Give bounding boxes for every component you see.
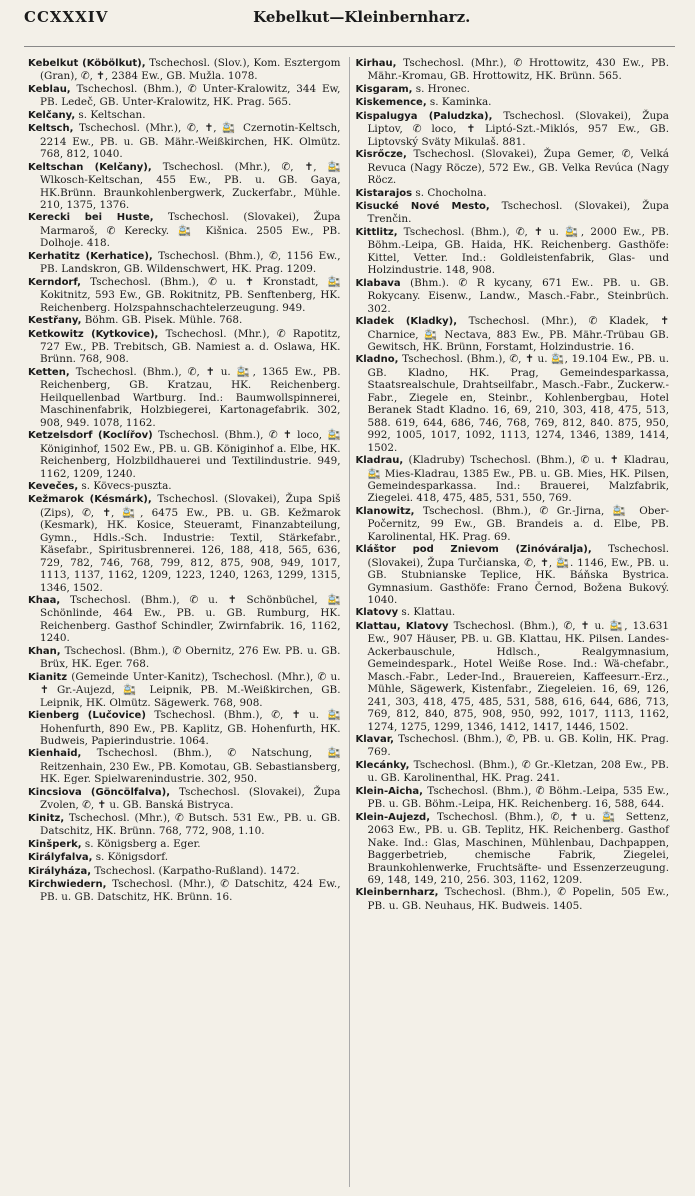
entry-text: s. Kaminka. bbox=[426, 96, 492, 109]
entry-headword: Kistarajos bbox=[355, 187, 413, 199]
entry-headword: Kienhaid, bbox=[28, 748, 82, 760]
entry-headword: Keltsch, bbox=[28, 123, 74, 135]
gazetteer-entry bbox=[28, 276, 341, 314]
entry-headword: Kittlitz, bbox=[355, 226, 398, 238]
gazetteer-entry bbox=[356, 200, 670, 226]
gazetteer-entry bbox=[28, 709, 341, 747]
entry-headword: Kirhau, bbox=[355, 58, 397, 69]
entry-headword: Kebelkut (Köbölkut), bbox=[28, 58, 146, 69]
gazetteer-entry bbox=[356, 759, 670, 785]
gazetteer-entry bbox=[356, 57, 670, 83]
entry-text: s. Chocholna. bbox=[412, 186, 487, 199]
entry-headword: Kevečes, bbox=[28, 480, 79, 492]
entry-headword: Kežmarok (Késmárk), bbox=[28, 494, 152, 506]
gazetteer-entry bbox=[356, 886, 670, 912]
entry-text: Tschechosl. (Bhm.), ✆ ✝ loco, 🚉 Königinhof, 1502 Ew., PB. u. GB. Königinhof a. Elbe, HK. Reichenberg, Holzbildhauerei und Textilindustrie. 949, 1162, 1209, 1240. bbox=[40, 429, 341, 480]
entry-headword: Klatovy bbox=[355, 607, 399, 619]
entry-headword: Klabava bbox=[355, 277, 401, 289]
gazetteer-entry bbox=[28, 314, 341, 327]
entry-text: Tschechosl. (Bhm.), ✆ Böhm.-Leipa, 535 Ew., PB. u. GB. Böhm.-Leipa, HK. Reichenberg. 16, 588, 644. bbox=[367, 784, 669, 811]
entry-text: Tschechosl. (Slovakei), Župa Zvolen, ✆, ✝ u. GB. Banská Bistryca. bbox=[40, 785, 341, 812]
entry-text: Tschechosl. (Karpatho-Rußland). 1472. bbox=[91, 864, 300, 877]
entry-text: Tschechosl. (Slovakei), Župa Spiš (Zips), ✆, ✝, 🚉, 6475 Ew., PB. u. GB. Kežmarok (Kesmark), HK. Kosice, Steueramt, Finanzabteilung, Gymn., Hdls.-Sch. Industrie: Textil, Stärkefabr., Käsefabr., Spiritusbrennerei. 126, 188, 418, 565, 636, 729, 782, 746, 768, 799, 812, 875, 908, 949, 1017, 1113, 1137, 1162, 1209, 1223, 1240, 1263, 1299, 1315, 1346, 1502. bbox=[40, 493, 341, 594]
gazetteer-entry bbox=[356, 505, 670, 543]
entry-headword: Kincsiova (Göncölfalva), bbox=[28, 786, 171, 798]
entry-text: Tschechosl. (Bhm.), ✆, ✝ u. 🚉, 13.631 Ew., 907 Häuser, PB. u. GB. Klattau, HK. Pilsen. Landes-Ackerbauschule, Hdlsch., Realgymnasium, Gemeindespark., Hotel Weiße Rose. Ind.: Wä-chefabr., Masch.-Fabr., Leder-Ind., Brauereien, Kaffeesurr.-Erz., Mühle, Sägewerk, Kistenfabr., Ziegeleien. 16, 69, 126, 241, 303, 418, 475, 485, 531, 588, 616, 644, 686, 713, 769, 812, 840, 875, 908, 950, 992, 1017, 1113, 1162, 1274, 1275, 1299, 1346, 1412, 1417, 1446, 1502. bbox=[367, 619, 669, 733]
gazetteer-entry bbox=[28, 161, 341, 212]
entry-text: Tschechosl. (Bhm.), ✆ u. ✝ Schönbüchel, 🚉 Schönlinde, 464 Ew., PB. u. GB. Rumburg, HK. Reichenberg. Gasthof Schindler, Zwirnfabrik. 16, 1162, 1240. bbox=[40, 594, 341, 645]
gazetteer-entry bbox=[28, 645, 341, 671]
entry-headword: Klanowitz, bbox=[355, 505, 415, 517]
gazetteer-entry bbox=[28, 480, 341, 493]
entry-headword: Kinšperk, bbox=[28, 838, 82, 850]
gazetteer-entry bbox=[356, 110, 670, 148]
gazetteer-entry bbox=[356, 83, 670, 96]
gazetteer-entry bbox=[28, 786, 341, 812]
gazetteer-entry bbox=[356, 353, 670, 454]
entry-text: s. Kövecs-puszta. bbox=[78, 479, 172, 492]
gazetteer-entry bbox=[356, 226, 670, 277]
gazetteer-entry bbox=[28, 109, 341, 122]
gazetteer-entry bbox=[28, 429, 341, 480]
gazetteer-entry bbox=[28, 838, 341, 851]
entry-text: Tschechosl. (Bhm.), ✆, ✝ u. 🚉, 2000 Ew., PB. Böhm.-Leipa, GB. Haida, HK. Reichenberg. Gasthöfe: Kittel, Vetter. Ind.: Goldleistenfabrik, Glas- und Holzindustrie. 148, 908. bbox=[367, 225, 669, 277]
entry-headword: Kirchwiedern, bbox=[28, 879, 107, 890]
entry-text: Tschechosl. (Slovakei), Župa Turčianska, ✆, ✝, 🚉. 1146, Ew., PB. u. GB. Stubnianske Teplice, HK. Báňska Bystrica. Gymnasium. Gasthöfe: Frano Černod, Božena Bukový. 1040. bbox=[367, 543, 669, 607]
entry-text: Tschechosl. (Slovakei), Župa Marmaroš, ✆ Kerecky. 🚉 Kišnica. 2505 Ew., PB. Dolhoje. 418. bbox=[40, 211, 341, 250]
entry-headword: Khan, bbox=[28, 645, 61, 657]
entry-text: Tschechosl. (Bhm.), ✆ Popelin, 505 Ew., PB. u. GB. Neuhaus, HK. Budweis. 1405. bbox=[367, 886, 669, 912]
entry-text: Tschechosl. (Mhr.), ✆ Kladek, ✝ Charnice, 🚉 Nectava, 883 Ew., PB. Mähr.-Trübau GB. Gewitsch, HK. Brünn, Forstamt, Holzindustrie. 16. bbox=[367, 315, 669, 353]
entry-headword: Királyháza, bbox=[28, 865, 92, 877]
entry-headword: Keltschan (Kelčany), bbox=[28, 161, 152, 173]
entry-text: Tschechosl. (Mhr.), ✆ Datschitz, 424 Ew., PB. u. GB. Datschitz, HK. Brünn. 16. bbox=[40, 878, 341, 904]
gazetteer-entry bbox=[356, 543, 670, 606]
entry-text: Tschechosl. (Bhm.), ✆ Gr.-Jirna, 🚉 Ober-Počernitz, 99 Ew., GB. Brandeis a. d. Elbe, PB. Karolinental, HK. Prag. 69. bbox=[367, 504, 669, 543]
two-column-body bbox=[24, 57, 675, 1187]
gazetteer-entry bbox=[356, 277, 670, 315]
page-number: CCXXXIV bbox=[24, 8, 109, 26]
entry-text: Tschechosl. (Bhm.), ✆, 1156 Ew., PB. Landskron, GB. Wildenschwert, HK. Prag. 1209. bbox=[40, 249, 341, 276]
entry-text: s. Königsdorf. bbox=[92, 851, 169, 864]
running-title: Kebelkut—Kleinbernharz. bbox=[253, 8, 471, 26]
entry-headword: Ketzelsdorf (Koclířov) bbox=[28, 430, 153, 442]
entry-text: Tschechosl. (Bhm.), ✆ Gr.-Kletzan, 208 Ew., PB. u. GB. Karolinenthal, HK. Prag. 241. bbox=[367, 758, 669, 785]
left-column bbox=[24, 57, 350, 1187]
gazetteer-entry bbox=[28, 851, 341, 864]
gazetteer-entry bbox=[356, 620, 670, 733]
gazetteer-entry bbox=[28, 865, 341, 878]
entry-text: Tschechosl. (Bhm.), ✆, ✝ u. 🚉, 1365 Ew., PB. Reichenberg, GB. Kratzau, HK. Reichenberg. Heilquellenbad Wartburg. Ind.: Baumwollspinnerei, Maschinenfabrik, Holzbiegerei, Kartonagefabrik. 302, 908, 949. 1078, 1162. bbox=[40, 365, 341, 429]
entry-text: Tschechosl. (Bhm.), ✆ u. ✝ Kronstadt, 🚉 Kokitnitz, 593 Ew., GB. Rokitnitz, PB. Senftenberg, HK. Reichenberg. Holzspahnschachtelerzeugung. 949. bbox=[40, 275, 341, 314]
entry-headword: Kisgaram, bbox=[355, 83, 413, 95]
gazetteer-entry bbox=[28, 328, 341, 366]
gazetteer-entry bbox=[356, 733, 670, 759]
entry-text: Tschechosl. (Mhr.), ✆ Rapotitz, 727 Ew., PB. Trebitsch, GB. Namiest a. d. Oslawa, HK. Brünn. 768, 908. bbox=[40, 327, 341, 366]
entry-headword: Klein-Aujezd, bbox=[355, 811, 431, 823]
entry-headword: Khaa, bbox=[28, 595, 61, 607]
page-header bbox=[24, 8, 675, 47]
entry-headword: Kladek (Kladky), bbox=[355, 316, 458, 328]
entry-headword: Kerndorf, bbox=[28, 276, 81, 288]
entry-text: s. Hronec. bbox=[412, 82, 470, 95]
right-column bbox=[350, 57, 676, 1187]
entry-text: Tschechosl. (Mhr.), ✆, ✝, 🚉 Czernotin-Keltsch, 2214 Ew., PB. u. GB. Mähr.-Weißkirchen, HK. Olmütz. 768, 812, 1040. bbox=[40, 122, 341, 161]
entry-text: Tschechosl. (Bhm.), ✆, ✝ u. 🚉 Hohenfurth, 890 Ew., PB. Kaplitz, GB. Hohenfurth, HK. Budweis, Papierindustrie. 1064. bbox=[40, 709, 341, 748]
gazetteer-entry bbox=[356, 187, 670, 200]
entry-text: Tschechosl. (Bhm.), ✆, ✝ u. 🚉 Settenz, 2063 Ew., PB. u. GB. Teplitz, HK. Reichenberg. Gasthof Nake. Ind.: Glas, Maschinen, Mühlenbau, Dachpappen, Baggerbetrieb, chemische Fabrik, Ziegelei, Braunkohlenwerke, Fruchtsäfte- und Essenzerzeugung. 69, 148, 149, 210, 256. 303, 1162, 1209. bbox=[367, 810, 669, 886]
entry-headword: Kleinbernharz, bbox=[355, 887, 439, 899]
entry-headword: Kisucké Nové Mesto, bbox=[355, 200, 490, 212]
entry-headword: Kelčany, bbox=[28, 109, 76, 121]
entry-headword: Ketkowitz (Kytkovice), bbox=[28, 328, 159, 340]
entry-headword: Kispalugya (Paludzka), bbox=[355, 110, 493, 122]
gazetteer-entry bbox=[28, 366, 341, 429]
entry-headword: Klavar, bbox=[355, 734, 394, 746]
entry-headword: Klecánky, bbox=[355, 759, 410, 771]
entry-headword: Kianitz bbox=[28, 671, 68, 683]
entry-text: Böhm. GB. Pisek. Mühle. 768. bbox=[81, 314, 243, 327]
gazetteer-entry bbox=[28, 594, 341, 645]
gazetteer-entry bbox=[28, 747, 341, 785]
entry-headword: Ketten, bbox=[28, 366, 70, 378]
entry-headword: Kinitz, bbox=[28, 812, 65, 824]
entry-headword: Keblau, bbox=[28, 83, 71, 95]
gazetteer-entry bbox=[356, 811, 670, 887]
gazetteer-entry bbox=[28, 493, 341, 594]
gazetteer-entry bbox=[28, 211, 341, 249]
entry-text: Tschechosl. (Bhm.), ✆, ✝ u. 🚉, 19.104 Ew., PB. u. GB. Kladno, HK. Prag, Gemeindesparkassa, Staatsrealschule, Drahtseilfabr., Masch.-Fabr., Zuckerw.-Fabr., Ziegele en, Steinbr., Kohlenbergbau, Hotel Beranek Stadt Kladno. 16, 69, 210, 303, 418, 475, 513, 588. 619, 644, 686, 746, 768, 769, 812, 840. 875, 950, 992, 1005, 1017, 1092, 1113, 1274, 1346, 1389, 1414, 1502. bbox=[367, 353, 669, 454]
entry-headword: Kisrőcze, bbox=[355, 149, 407, 161]
entry-headword: Kerecki bei Huste, bbox=[28, 212, 154, 224]
gazetteer-entry bbox=[356, 785, 670, 811]
entry-text: Tschechosl. (Bhm.), ✆, PB. u. GB. Kolin, HK. Prag. 769. bbox=[367, 733, 669, 759]
gazetteer-entry bbox=[28, 57, 341, 83]
gazetteer-entry bbox=[356, 606, 670, 619]
entry-headword: Kladrau, bbox=[355, 455, 404, 467]
gazetteer-entry bbox=[28, 122, 341, 160]
entry-text: (Bhm.). ✆ R kycany, 671 Ew.. PB. u. GB. Rokycany. Eisenw., Landw., Masch.-Fabr., Steinbrüch. 302. bbox=[367, 276, 669, 315]
gazetteer-entry bbox=[356, 454, 670, 505]
entry-text: s. Klattau. bbox=[398, 606, 456, 619]
entry-text: Tschechosl. (Bhm.), ✆ Unter-Kralowitz, 344 Ew, PB. Ledeč, GB. Unter-Kralowitz, HK. Prag. 565. bbox=[40, 82, 341, 109]
gazetteer-entry bbox=[28, 83, 341, 109]
entry-text: s. Keltschan. bbox=[75, 108, 146, 121]
entry-text: Tschechosl. (Mhr.), ✆ Butsch. 531 Ew., PB. u. GB. Datschitz, HK. Brünn. 768, 772, 908, 1.10. bbox=[40, 811, 341, 838]
entry-text: Tschechosl. (Mhr.), ✆ Hrottowitz, 430 Ew., PB. Mähr.-Kromau, GB. Hrottowitz, HK. Brünn. 565. bbox=[367, 57, 669, 83]
entry-text: s. Königsberg a. Eger. bbox=[81, 837, 201, 850]
gazetteer-entry bbox=[28, 878, 341, 904]
entry-text: Tschechosl. (Bhm.), ✆ Natschung, 🚉 Reitzenhain, 230 Ew., PB. Komotau, GB. Sebastiansberg, HK. Eger. Spielwarenindustrie. 302, 950. bbox=[40, 747, 341, 786]
entry-text: Tschechosl. (Slov.), Kom. Esztergom (Gran), ✆, ✝, 2384 Ew., GB. Mužla. 1078. bbox=[40, 57, 341, 83]
entry-headword: Kiskemence, bbox=[355, 97, 427, 109]
gazetteer-entry bbox=[28, 812, 341, 838]
entry-text: Tschechosl. (Slovakei), Župa Trenčin. bbox=[367, 199, 669, 226]
gazetteer-entry bbox=[28, 671, 341, 709]
entry-headword: Kláštor pod Znievom (Zinóváralja), bbox=[355, 544, 592, 556]
entry-headword: Kestřany, bbox=[28, 315, 82, 327]
entry-headword: Kladno, bbox=[355, 354, 399, 366]
entry-text: Tschechosl. (Slovakei), Župa Liptov, ✆ loco, ✝ Liptó-Szt.-Miklós, 957 Ew., GB. Liptovský Sväty Mikulaš. 881. bbox=[367, 109, 669, 148]
entry-text: (Gemeinde Unter-Kanitz), Tschechosl. (Mhr.), ✆ u. ✝ Gr.-Aujezd, 🚉 Leipnik, PB. M.-Weißkirchen, GB. Leipnik, HK. Olmütz. Sägewerk. 768, 908. bbox=[40, 670, 341, 709]
entry-headword: Klattau, Klatovy bbox=[355, 620, 449, 632]
entry-text: Tschechosl. (Bhm.), ✆ Obernitz, 276 Ew. PB. u. GB. Brüx, HK. Eger. 768. bbox=[40, 644, 341, 671]
gazetteer-entry bbox=[356, 315, 670, 353]
gazetteer-entry bbox=[356, 148, 670, 186]
gazetteer-entry bbox=[356, 96, 670, 109]
entry-text: Tschechosl. (Mhr.), ✆, ✝, 🚉 Wlkosch-Keltschan, 455 Ew., PB. u. GB. Gaya, HK.Brünn. Braunkohlenbergwerk, Zuckerfabr., Mühle. 210, 1375, 1376. bbox=[40, 160, 341, 211]
entry-text: Tschechosl. (Slovakei), Župa Gemer, ✆, Velká Revuca (Nagy Röcze), 572 Ew., GB. Velka Revúca (Nagy Röcz. bbox=[367, 148, 669, 187]
gazetteer-entry bbox=[28, 250, 341, 276]
entry-headword: Kienberg (Lučovice) bbox=[28, 710, 146, 722]
entry-headword: Klein-Aicha, bbox=[355, 785, 423, 797]
entry-headword: Kerhatitz (Kerhatice), bbox=[28, 250, 153, 262]
entry-text: (Kladruby) Tschechosl. (Bhm.), ✆ u. ✝ Kladrau, 🚉 Mies-Kladrau, 1385 Ew., PB. u. GB. Mies, HK. Pilsen, Gemeindesparkassa. Ind.: Brauerei, Malzfabrik, Ziegelei. 418, 475, 485, 531, 550, 769. bbox=[367, 454, 669, 505]
entry-headword: Királyfalva, bbox=[28, 852, 93, 864]
